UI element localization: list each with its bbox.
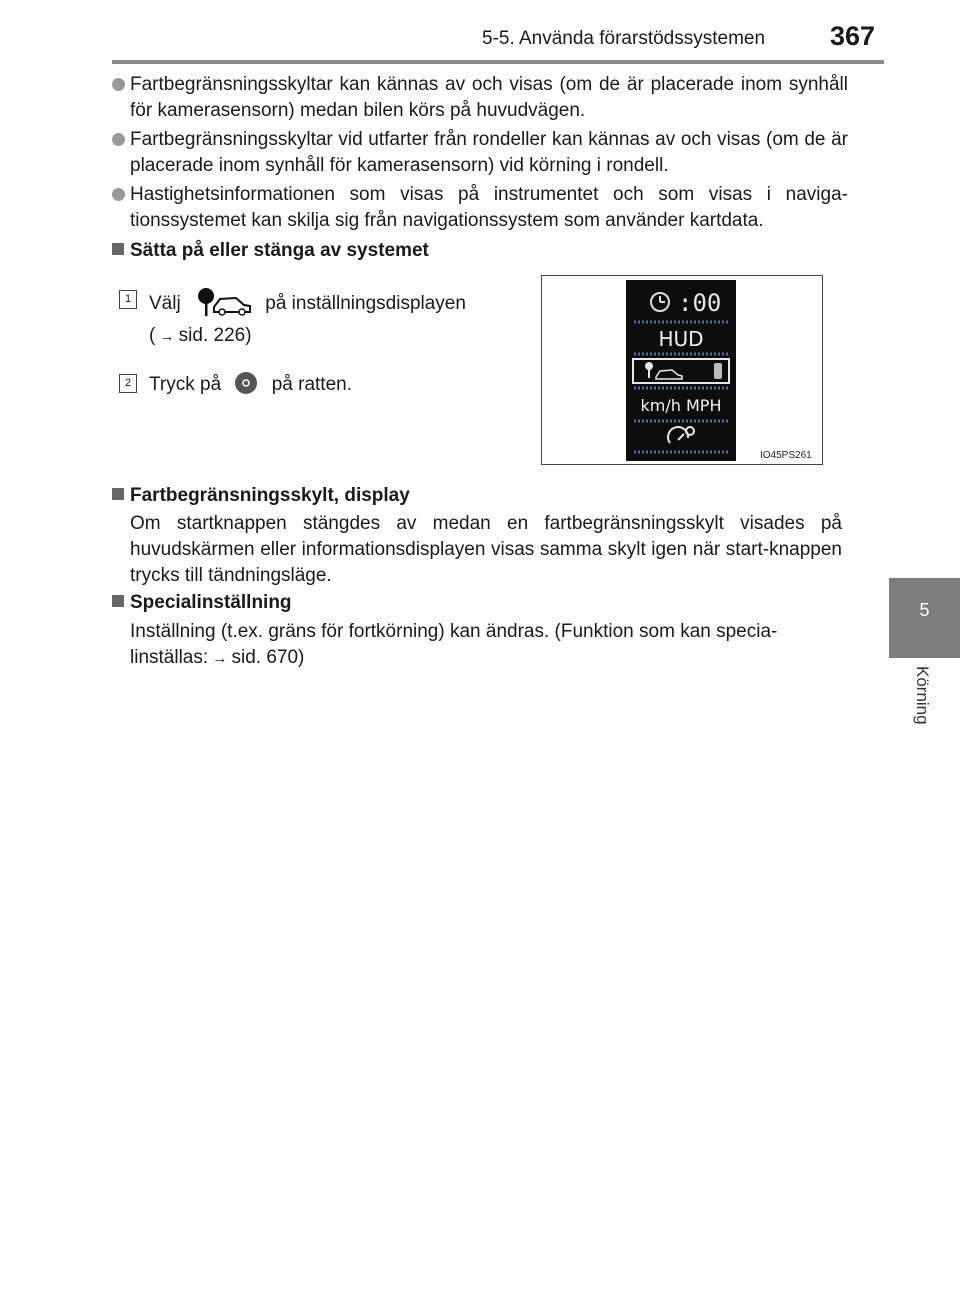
section-body-text: Om startknappen stängdes av medan en fartbegränsningsskylt visades på huvudskärmen eller informationsdisplayen visas samma skylt igen när start-knappen trycks till tändningsläge. xyxy=(130,513,842,586)
screen-time: :00 xyxy=(678,289,722,317)
figure-code: IO45PS261 xyxy=(760,450,812,461)
section-heading-text: Specialinställning xyxy=(130,592,292,613)
step-number-box: 2 xyxy=(119,374,137,393)
chapter-number: 5 xyxy=(919,600,930,620)
step-2-text xyxy=(149,371,352,396)
section-body-line: Inställning (t.ex. gräns för fortkörning) kan ändras. (Funktion som kan specia- xyxy=(130,621,778,642)
section-heading-text: Sätta på eller stänga av systemet xyxy=(130,240,429,261)
section-body-line: linställas: → sid. 670) xyxy=(130,647,305,668)
section-body xyxy=(130,511,842,589)
step-2-prefix: Tryck på xyxy=(149,374,222,395)
step-1-text xyxy=(149,287,466,317)
bullet-text: Fartbegränsningsskyltar vid utfarter från rondeller kan kännas av och visas (om de är placerade inom synhåll för kamerasensorn) vid körning i rondell. xyxy=(130,129,848,176)
section-heading-text: Fartbegränsningsskylt, display xyxy=(130,485,410,506)
step-1-suffix: på inställningsdisplayen xyxy=(265,293,466,314)
step-2-suffix: på ratten. xyxy=(271,374,352,395)
bullet-text: Fartbegränsningsskyltar kan kännas av och visas (om de är placerade inom synhåll för kamerasensorn) medan bilen körs på huvudvägen. xyxy=(130,74,848,121)
settings-screen-graphic xyxy=(626,280,736,461)
bullet-dot-icon xyxy=(112,78,125,91)
settings-display-figure xyxy=(541,275,823,465)
chapter-label: Körning xyxy=(913,666,932,725)
bullet-dot-icon xyxy=(112,133,125,146)
square-bullet-icon xyxy=(112,488,124,500)
steering-ok-button-icon xyxy=(234,371,258,395)
chapter-tab xyxy=(889,578,960,658)
section-body xyxy=(130,619,842,672)
step-1-reference: ( → sid. 226) xyxy=(149,325,252,346)
bullet-text: Hastighetsinformationen som visas på instrumentet och som visas i naviga-tionssystemet kan skilja sig från navigationssystem som använder kartdata. xyxy=(130,184,848,231)
bullet-item xyxy=(130,72,848,124)
step-number-box: 1 xyxy=(119,290,137,309)
header-title: 5-5. Använda förarstödssystemen xyxy=(482,28,766,49)
header-rule xyxy=(112,60,884,64)
settings-screen xyxy=(626,280,736,461)
screen-hud: HUD xyxy=(658,327,704,351)
step-1-prefix: Välj xyxy=(149,293,181,314)
section-heading xyxy=(112,240,429,262)
page-number: 367 xyxy=(830,21,876,51)
bullet-dot-icon xyxy=(112,188,125,201)
bullet-item xyxy=(130,182,848,234)
square-bullet-icon xyxy=(112,243,124,255)
section-heading xyxy=(112,592,292,614)
screen-units: km/h MPH xyxy=(640,396,722,415)
arrow-right-icon: → xyxy=(208,650,232,667)
arrow-right-icon: → xyxy=(155,328,179,345)
bullet-item xyxy=(130,127,848,179)
square-bullet-icon xyxy=(112,595,124,607)
speed-sign-car-icon xyxy=(192,287,254,317)
section-heading xyxy=(112,485,410,507)
